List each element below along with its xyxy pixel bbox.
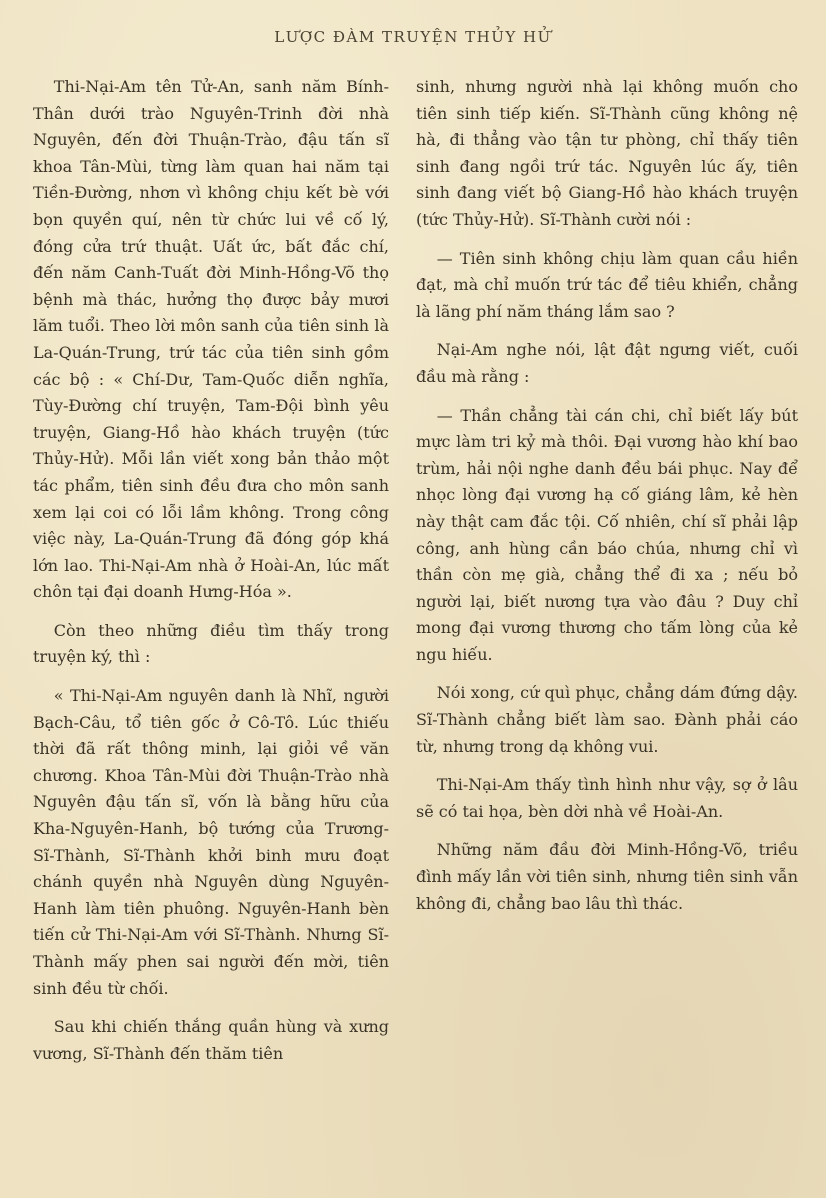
paragraph: sinh, nhưng người nhà lại không muốn cho tiên sinh tiếp kiến. Sĩ-Thành cũng không nệ hà, đi thẳng vào tận tư phòng, chỉ thấy tiên sinh đang ngồi trứ tác. Nguyên lúc ấy, tiên sinh đang viết bộ Giang-Hồ hào khách truyện (tức Thủy-Hử). Sĩ-Thành cười nói : (416, 77, 798, 229)
paragraph: Nói xong, cứ quì phục, chẳng dám đứng dậy. Sĩ-Thành chẳng biết làm sao. Đành phải cáo từ, nhưng trong dạ không vui. (416, 683, 798, 756)
paragraph: Còn theo những điều tìm thấy trong truyện ký, thì : (33, 620, 389, 667)
paragraph: — Tiên sinh không chịu làm quan cầu hiền đạt, mà chỉ muốn trứ tác để tiêu khiển, chẳng là lãng phí năm tháng lắm sao ? (416, 248, 798, 321)
paragraph: Sau khi chiến thắng quần hùng và xưng vương, Sĩ-Thành đến thăm tiên (33, 1017, 389, 1063)
paragraph: Thi-Nại-Am tên Tử-An, sanh năm Bính-Thân dưới trào Nguyên-Trinh đời nhà Nguyên, đến đời Thuận-Trào, đậu tấn sĩ khoa Tân-Mùi, từng làm quan hai năm tại Tiền-Đường, nhơn vì không chịu kết bè với bọn quyền quí, nên từ chức lui về cố lý, đóng cửa trứ thuật. Uất ức, bất đắc chí, đến năm Canh-Tuất đời Minh-Hồng-Võ thọ bệnh mà thác, hưởng thọ được bảy mươi lăm tuổi. Theo lời môn sanh của tiên sinh là La-Quán-Trung, trứ tác của tiên sinh gồm các bộ : « Chí-Dư, Tam-Quốc diễn nghĩa, Tùy-Đường chí truyện, Tam-Đội bình yêu truyện, Giang-Hồ hào khách truyện (tức Thủy-Hử). Mỗi lần viết xong bản thảo một tác phẩm, tiên sinh đều đưa cho môn sanh xem lại coi có lỗi lầm không. Trong công việc này, La-Quán-Trung đã đóng góp khá lớn lao. Thi-Nại-Am nhà ở Hoài-An, lúc mất chôn tại đại doanh Hưng-Hóa ». (33, 77, 389, 602)
paragraph: Nại-Am nghe nói, lật đật ngưng viết, cuối đầu mà rằng : (416, 340, 798, 386)
left-column (33, 74, 389, 1079)
paragraph: — Thần chẳng tài cán chi, chỉ biết lấy bút mực làm tri kỷ mà thôi. Đại vương hào khí bao trùm, hải nội nghe danh đều bái phục. Nay để nhọc lòng đại vương hạ cố giáng lâm, kẻ hèn này thật cam đắc tội. Cố nhiên, chí sĩ phải lập công, anh hùng cần báo chúa, nhưng chỉ vì thần còn mẹ già, chẳng thể đi xa ; nếu bỏ người lại, biết nương tựa vào đâu ? Duy chỉ mong đại vương thương cho tấm lòng của kẻ ngu hiếu. (416, 405, 798, 664)
right-column (416, 74, 798, 929)
page-title: LƯỢC ĐÀM TRUYỆN THỦY HỬ (274, 28, 552, 46)
paragraph: « Thi-Nại-Am nguyên danh là Nhĩ, người Bạch-Câu, tổ tiên gốc ở Cô-Tô. Lúc thiếu thời đã rất thông minh, lại giỏi về văn chương. Khoa Tân-Mùi đời Thuận-Trào nhà Nguyên đậu tấn sĩ, vốn là bằng hữu của Kha-Nguyên-Hanh, bộ tướng của Trương-Sĩ-Thành, Sĩ-Thành khởi binh mưu đoạt chánh quyền nhà Nguyên dùng Nguyên-Hanh làm tiên phuông. Nguyên-Hanh bèn tiến cử Thi-Nại-Am với Sĩ-Thành. Nhưng Sĩ-Thành mấy phen sai người đến mời, tiên sinh đều từ chối. (33, 686, 389, 998)
paragraph: Những năm đầu đời Minh-Hồng-Võ, triều đình mấy lần vời tiên sinh, nhưng tiên sinh vẫn không đi, chẳng bao lâu thì thác. (416, 840, 798, 913)
paragraph: Thi-Nại-Am thấy tình hình như vậy, sợ ở lâu sẽ có tai họa, bèn dời nhà về Hoài-An. (416, 775, 798, 821)
